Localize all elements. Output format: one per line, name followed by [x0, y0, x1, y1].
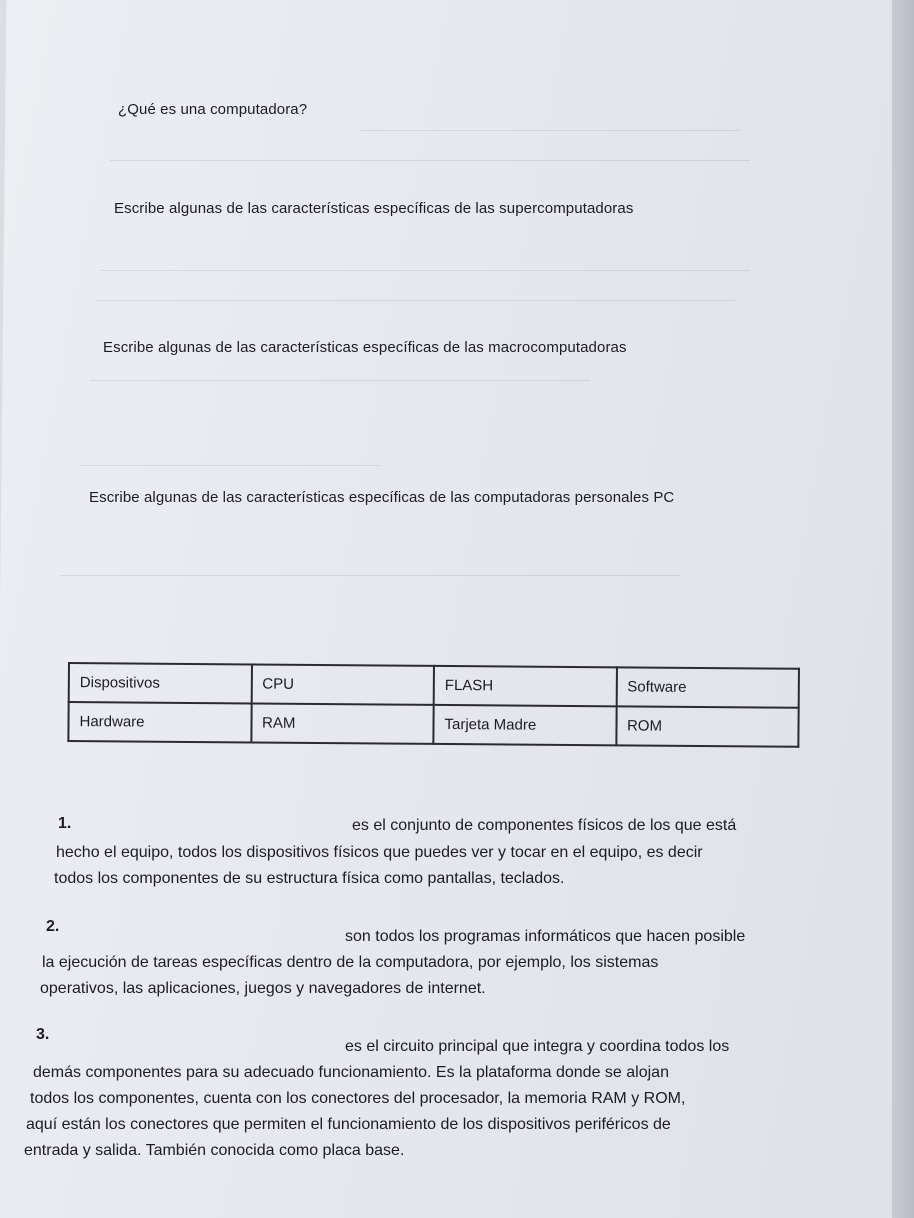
- page-edge-shadow: [892, 0, 914, 1218]
- show-through-line: [60, 575, 680, 576]
- item-2-line: son todos los programas informáticos que hacen posible: [345, 928, 746, 945]
- question-macrocomputers: Escribe algunas de las características específicas de las macrocomputadoras: [103, 339, 627, 356]
- question-supercomputers: Escribe algunas de las características específicas de las supercomputadoras: [114, 200, 634, 217]
- question-personal-computers: Escribe algunas de las características específicas de las computadoras personales PC: [89, 489, 675, 506]
- item-number: 2.: [46, 918, 60, 935]
- table-row: [68, 702, 798, 747]
- item-number: 1.: [58, 815, 72, 832]
- word-cell: RAM: [251, 703, 434, 743]
- item-number: 3.: [36, 1026, 50, 1043]
- word-cell: CPU: [251, 664, 434, 704]
- word-cell: Dispositivos: [69, 663, 252, 703]
- show-through-line: [100, 270, 750, 271]
- item-3-line: demás componentes para su adecuado funcionamiento. Es la plataforma donde se alojan: [33, 1064, 669, 1081]
- item-1-line: todos los componentes de su estructura física como pantallas, teclados.: [54, 870, 565, 887]
- word-bank-table: [67, 662, 800, 748]
- table-row: [69, 663, 799, 708]
- item-3-line: aquí están los conectores que permiten el funcionamiento de los dispositivos periféricos de: [26, 1116, 671, 1133]
- show-through-line: [95, 300, 735, 301]
- show-through-line: [110, 160, 750, 161]
- word-cell: Tarjeta Madre: [433, 705, 616, 745]
- item-3-line: entrada y salida. También conocida como placa base.: [24, 1142, 405, 1159]
- item-2-line: operativos, las aplicaciones, juegos y navegadores de internet.: [40, 980, 486, 997]
- show-through-line: [90, 380, 590, 381]
- word-cell: FLASH: [434, 666, 617, 706]
- show-through-line: [360, 130, 740, 131]
- question-what-is-computer: ¿Qué es una computadora?: [118, 101, 308, 118]
- word-cell: ROM: [616, 706, 799, 746]
- item-3-line: todos los componentes, cuenta con los conectores del procesador, la memoria RAM y ROM,: [30, 1090, 686, 1107]
- item-1-line: hecho el equipo, todos los dispositivos físicos que puedes ver y tocar en el equipo, es decir: [56, 844, 703, 861]
- item-1-line: es el conjunto de componentes físicos de los que está: [352, 817, 737, 834]
- show-through-line: [80, 465, 380, 466]
- item-2-line: la ejecución de tareas específicas dentro de la computadora, por ejemplo, los sistemas: [42, 954, 659, 971]
- item-3-line: es el circuito principal que integra y coordina todos los: [345, 1038, 730, 1055]
- word-cell: Hardware: [68, 702, 251, 742]
- word-cell: Software: [616, 667, 799, 707]
